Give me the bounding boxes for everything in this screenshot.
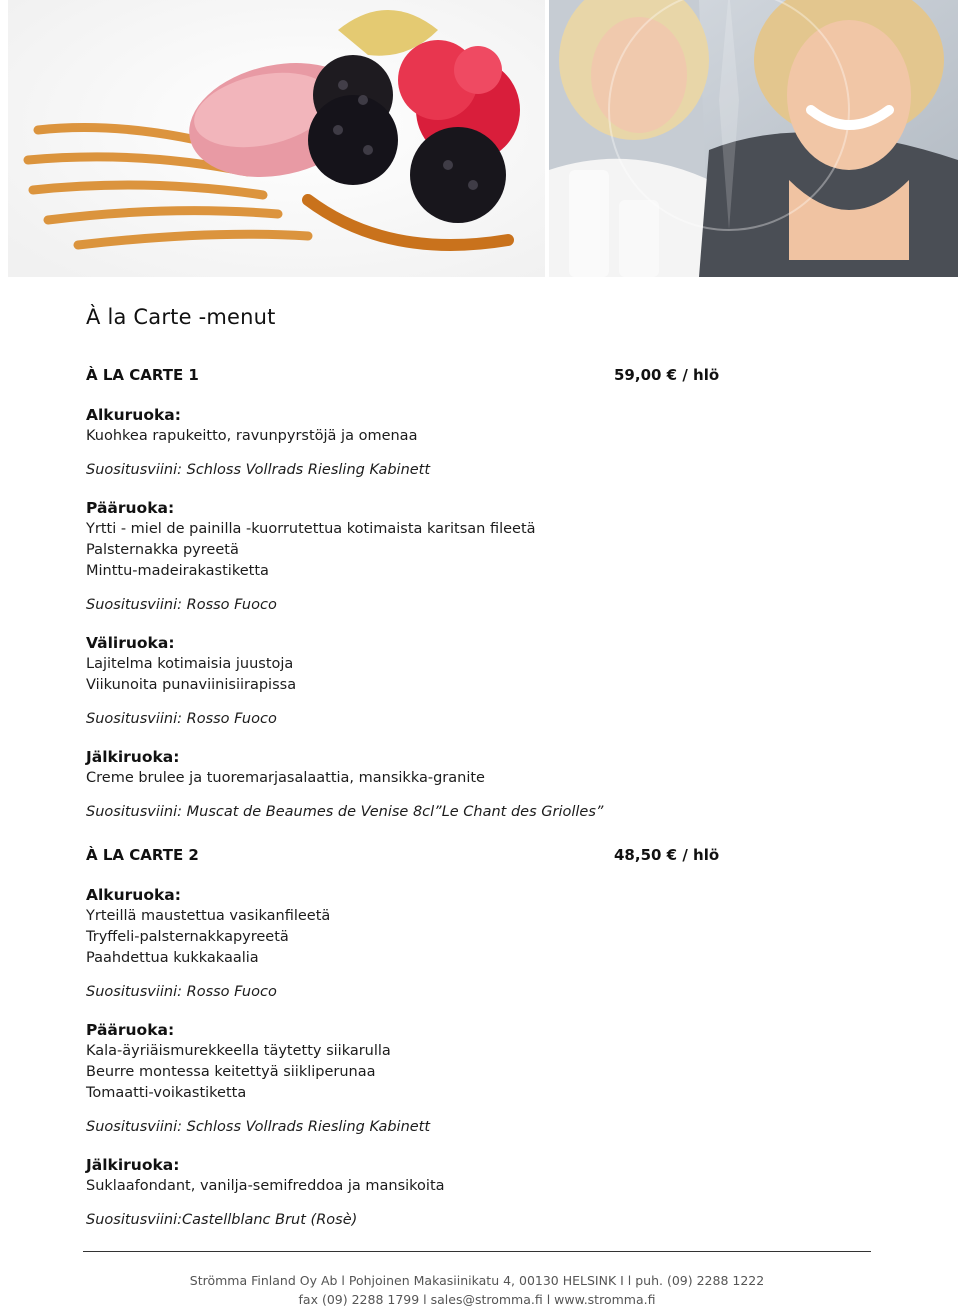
course-dessert xyxy=(86,1155,746,1231)
course-main xyxy=(86,1020,746,1138)
wine-recommendation: Suositusviini: Rosso Fuoco xyxy=(86,984,277,1000)
dish: Viikunoita punaviinisiirapissa xyxy=(86,677,297,693)
dish: Yrtti - miel de painilla -kuorrutettua kotimaista karitsan fileetä xyxy=(86,521,536,537)
menu-price: 48,50 € / hlö xyxy=(614,846,720,864)
course-starter xyxy=(86,405,746,481)
dish: Kala-äyriäismurekkeella täytetty siikarulla xyxy=(86,1043,391,1059)
dish: Tryffeli-palsternakkapyreetä xyxy=(86,929,289,945)
dish: Yrteillä maustettua vasikanfileetä xyxy=(86,908,331,924)
wine-recommendation: Suositusviini: Muscat de Beaumes de Venise 8cl”Le Chant des Griolles” xyxy=(86,804,604,820)
footer-contact: fax (09) 2288 1799 l sales@stromma.fi l www.stromma.fi xyxy=(298,1292,656,1307)
footer-address: Strömma Finland Oy Ab l Pohjoinen Makasiinikatu 4, 00130 HELSINK I l puh. (09) 2288 1222 xyxy=(189,1273,765,1288)
course-intermediate xyxy=(86,633,746,730)
dish: Creme brulee ja tuoremarjasalaattia, mansikka-granite xyxy=(86,770,485,786)
wine-recommendation: Suositusviini: Rosso Fuoco xyxy=(86,711,277,727)
menu-name: À LA CARTE 2 xyxy=(86,846,199,864)
wine-recommendation: Suositusviini: Rosso Fuoco xyxy=(86,597,277,613)
menu-header xyxy=(86,846,746,868)
menu-name: À LA CARTE 1 xyxy=(86,366,199,384)
dish: Palsternakka pyreetä xyxy=(86,542,239,558)
wine-recommendation: Suositusviini: Schloss Vollrads Riesling Kabinett xyxy=(86,462,431,478)
course-label: Jälkiruoka: xyxy=(86,1156,180,1174)
menu-a-la-carte-1 xyxy=(86,366,746,823)
dish: Kuohkea rapukeitto, ravunpyrstöjä ja omenaa xyxy=(86,428,418,444)
menu-a-la-carte-2 xyxy=(86,846,746,1231)
course-label: Alkuruoka: xyxy=(86,406,181,424)
course-main xyxy=(86,498,746,616)
dish: Beurre montessa keitettyä siikliperunaa xyxy=(86,1064,376,1080)
dish: Suklaafondant, vanilja-semifreddoa ja mansikoita xyxy=(86,1178,445,1194)
footer-divider xyxy=(83,1251,871,1252)
dessert-photo xyxy=(8,0,545,277)
course-starter xyxy=(86,885,746,1003)
wine-recommendation: Suositusviini:Castellblanc Brut (Rosè) xyxy=(86,1212,358,1228)
course-label: Väliruoka: xyxy=(86,634,175,652)
dish: Minttu-madeirakastiketta xyxy=(86,563,269,579)
dish: Paahdettua kukkakaalia xyxy=(86,950,259,966)
course-label: Alkuruoka: xyxy=(86,886,181,904)
guests-photo xyxy=(549,0,958,277)
course-dessert xyxy=(86,747,746,823)
course-label: Pääruoka: xyxy=(86,1021,175,1039)
dish: Lajitelma kotimaisia juustoja xyxy=(86,656,294,672)
menu-price: 59,00 € / hlö xyxy=(614,366,720,384)
menu-header xyxy=(86,366,746,388)
course-label: Pääruoka: xyxy=(86,499,175,517)
page-title: À la Carte -menut xyxy=(86,305,276,329)
course-label: Jälkiruoka: xyxy=(86,748,180,766)
dish: Tomaatti-voikastiketta xyxy=(86,1085,247,1101)
wine-recommendation: Suositusviini: Schloss Vollrads Riesling Kabinett xyxy=(86,1119,431,1135)
